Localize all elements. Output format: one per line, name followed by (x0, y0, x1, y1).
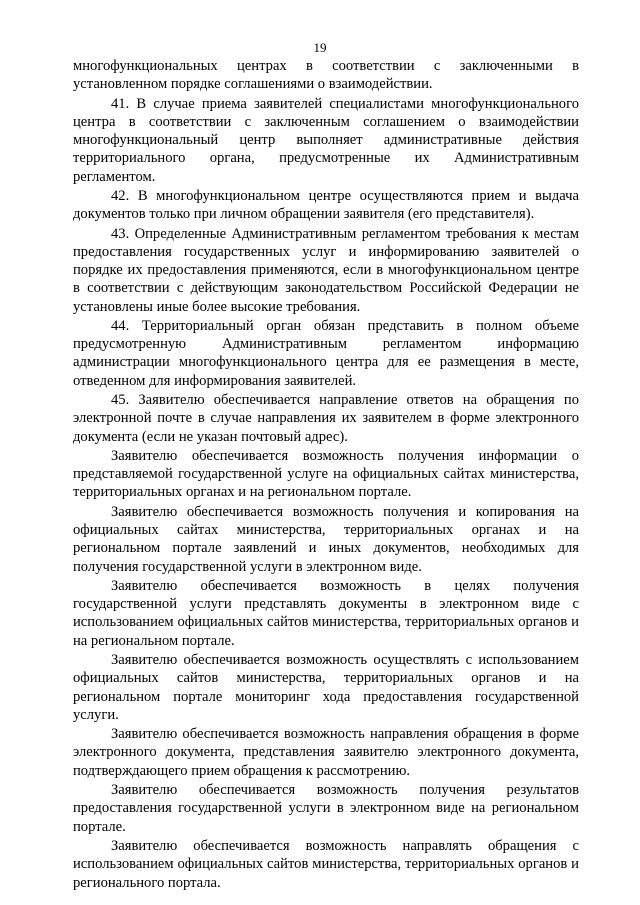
paragraph-submit-documents: Заявителю обеспечивается возможность в целях получения государственной услуги представлять документы в электронном виде с использованием официальных сайтов министерства, территориальных органов и на региональном портале. (73, 578, 579, 649)
paragraph-41: 41. В случае приема заявителей специалистами многофункционального центра в соответствии с заключенным соглашением о взаимодействии многофункциональный центр выполняет административные действия территориального органа, предусмотренные их Административным регламентом. (73, 95, 579, 185)
paragraph-copy-forms: Заявителю обеспечивается возможность получения и копирования на официальных сайтах министерства, территориальных органах и на региональном портале заявлений и иных документов, необходимых для получения государственной услуги в электронном виде. (73, 503, 579, 575)
paragraph-44: 44. Территориальный орган обязан представить в полном объеме предусмотренную Административным регламентом информацию администрации многофункционального центра для ее размещения в месте, отведенном для информирования заявителей. (73, 318, 579, 389)
paragraph-45: 45. Заявителю обеспечивается направление ответов на обращения по электронной почте в случае направления их заявителем в форме электронного документа (если не указан почтовый адрес). (73, 392, 579, 445)
paragraph-continuation: многофункциональных центрах в соответствии с заключенными в установленном порядке соглашениями о взаимодействии. (73, 58, 579, 93)
paragraph-results: Заявителю обеспечивается возможность получения результатов предоставления государственной услуги в электронном виде на региональном портале. (73, 782, 579, 835)
paragraph-43: 43. Определенные Административным регламентом требования к местам предоставления государственных услуг и информированию заявителей о порядке их предоставления применяются, если в многофункциональном центре в соответствии с действующим законодательством Российской Федерации не установлены иные более высокие требования. (73, 225, 579, 315)
paragraph-info-on-sites: Заявителю обеспечивается возможность получения информации о представляемой государственной услуге на официальных сайтах министерства, территориальных органах и на региональном портале. (73, 448, 579, 501)
page-number: 19 (313, 40, 327, 55)
paragraph-appeals-via-sites: Заявителю обеспечивается возможность направлять обращения с использованием официальных сайтов министерства, территориальных органов и регионального портала. (73, 838, 579, 891)
paragraph-electronic-appeal: Заявителю обеспечивается возможность направления обращения в форме электронного документа, представления заявителю электронного документа, подтверждающего прием обращения к рассмотрению. (73, 726, 579, 779)
paragraph-monitoring: Заявителю обеспечивается возможность осуществлять с использованием официальных сайтов министерства, территориальных органов и на региональном портале мониторинг хода предоставления государственной услуги. (73, 652, 579, 723)
document-body (73, 57, 579, 893)
paragraph-42: 42. В многофункциональном центре осуществляются прием и выдача документов только при личном обращении заявителя (его представителя). (73, 188, 579, 223)
